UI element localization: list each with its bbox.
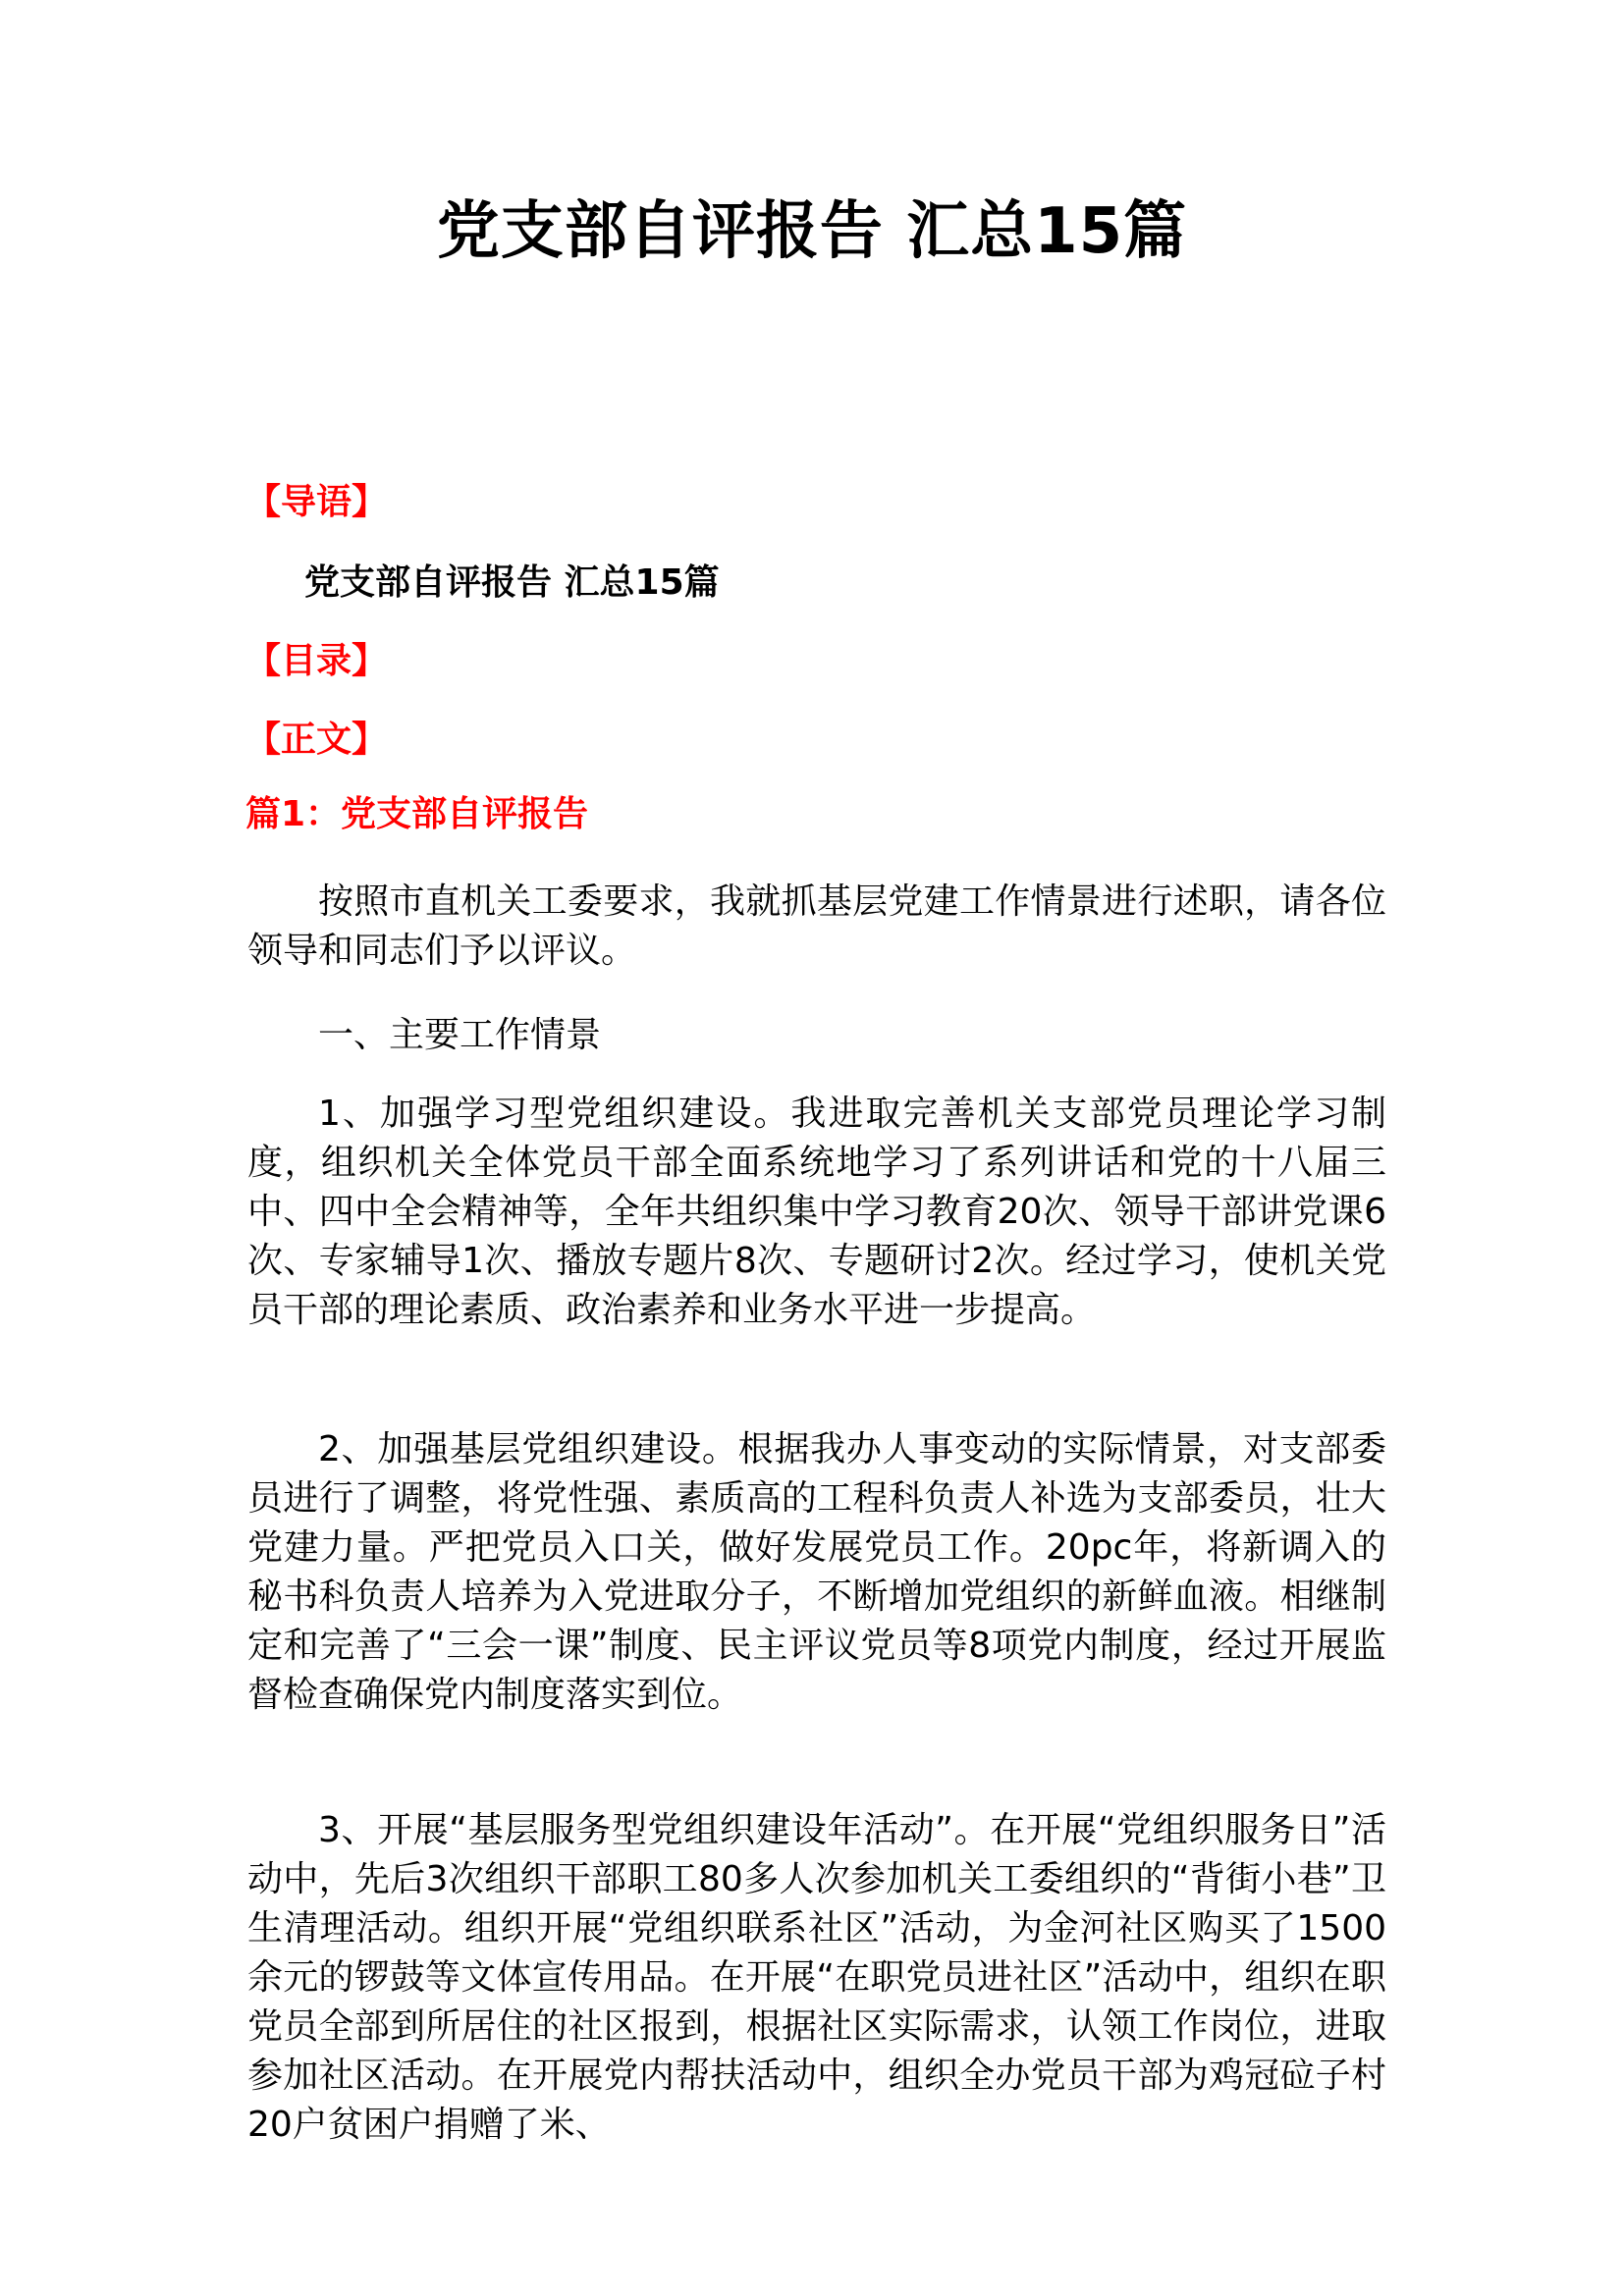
- section-heading: 篇1：党支部自评报告: [245, 794, 589, 834]
- toc-label: 【目录】: [245, 641, 388, 681]
- document-title: 党支部自评报告 汇总15篇: [436, 195, 1188, 268]
- paragraph-item-1: 1、加强学习型党组织建设。我进取完善机关支部党员理论学习制度，组织机关全体党员干部全面系统地学习了系列讲话和党的十八届三中、四中全会精神等，全年共组织集中学习教育20次、领导干部讲党课6次、专家辅导1次、播放专题片8次、专题研讨2次。经过学习，使机关党员干部的理论素质、政治素养和业务水平进一步提高。: [247, 1094, 1386, 1330]
- paragraph-item-2: 2、加强基层党组织建设。根据我办人事变动的实际情景，对支部委员进行了调整，将党性强、素质高的工程科负责人补选为支部委员，壮大党建力量。严把党员入口关，做好发展党员工作。20pc年，将新调入的秘书科负责人培养为入党进取分子，不断增加党组织的新鲜血液。相继制定和完善了“三会一课”制度、民主评议党员等8项党内制度，经过开展监督检查确保党内制度落实到位。: [247, 1429, 1386, 1715]
- paragraph-subheading: 一、主要工作情景: [318, 1015, 602, 1055]
- paragraph-item-3: 3、开展“基层服务型党组织建设年活动”。在开展“党组织服务日”活动中，先后3次组织干部职工80多人次参加机关工委组织的“背街小巷”卫生清理活动。组织开展“党组织联系社区”活动，为金河社区购买了1500余元的锣鼓等文体宣传用品。在开展“在职党员进社区”活动中，组织在职党员全部到所居住的社区报到，根据社区实际需求，认领工作岗位，进取参加社区活动。在开展党内帮扶活动中，组织全办党员干部为鸡冠砬子村20户贫困户捐赠了米、: [247, 1810, 1386, 2145]
- lead-label: 【导语】: [245, 482, 388, 522]
- paragraph-intro: 按照市直机关工委要求，我就抓基层党建工作情景进行述职，请各位领导和同志们予以评议。: [247, 881, 1386, 971]
- lead-text: 党支部自评报告 汇总15篇: [304, 562, 720, 603]
- body-label: 【正文】: [245, 720, 388, 760]
